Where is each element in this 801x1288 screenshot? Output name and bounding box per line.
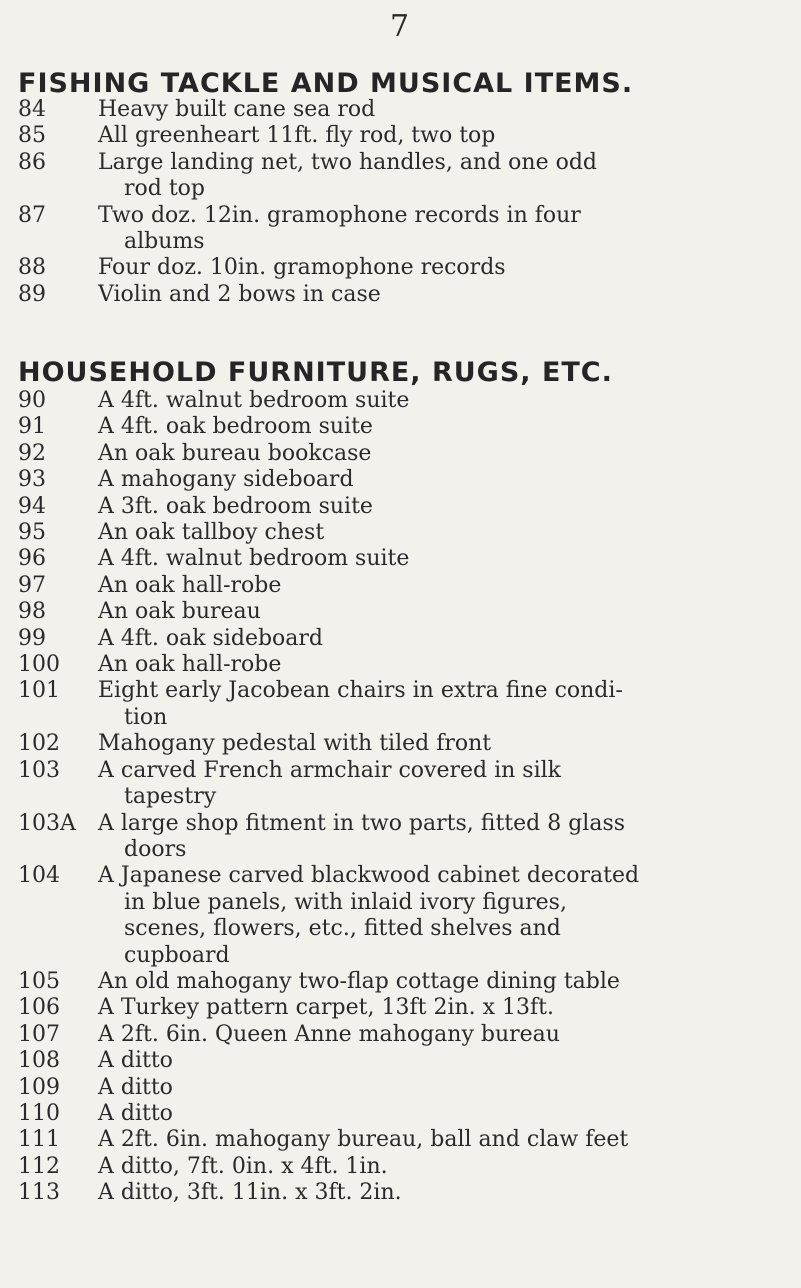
- description-line: Heavy built cane sea rod: [98, 97, 376, 122]
- lot-number: 112: [18, 1153, 60, 1179]
- description-line: An oak bureau bookcase: [98, 440, 372, 466]
- lot-item: [0, 863, 801, 969]
- lot-item: [0, 969, 801, 995]
- lot-item: [0, 203, 801, 256]
- lot-description: [98, 863, 768, 969]
- lot-number: 90: [18, 388, 46, 413]
- lot-item: [0, 123, 801, 149]
- lot-description: [98, 414, 768, 440]
- lot-item: [0, 652, 801, 678]
- lot-number: 96: [18, 546, 46, 572]
- description-line: cupboard: [124, 942, 230, 968]
- lot-number: 84: [18, 97, 46, 122]
- lot-description: [98, 1048, 768, 1074]
- description-line: An oak hall-robe: [98, 572, 282, 598]
- description-line: doors: [124, 836, 187, 862]
- lot-item: [0, 1101, 801, 1127]
- lot-number: 98: [18, 599, 46, 625]
- lot-number: 94: [18, 493, 46, 519]
- description-line: A ditto: [98, 1100, 173, 1126]
- description-line: A 4ft. oak bedroom suite: [98, 414, 373, 440]
- lot-item: [0, 1048, 801, 1074]
- lot-item: [0, 520, 801, 546]
- lot-description: [98, 995, 768, 1021]
- lot-description: [98, 1180, 768, 1206]
- description-line: Violin and 2 bows in case: [98, 281, 381, 307]
- lot-number: 99: [18, 625, 46, 651]
- description-line: A mahogany sideboard: [98, 467, 354, 493]
- lot-item: [0, 599, 801, 625]
- description-line: A 2ft. 6in. Queen Anne mahogany bureau: [98, 1021, 560, 1047]
- lot-item: [0, 811, 801, 864]
- lot-number: 110: [18, 1100, 60, 1126]
- lot-number: 106: [18, 995, 60, 1021]
- lot-number: 93: [18, 467, 46, 493]
- lot-description: [98, 546, 768, 572]
- lot-description: [98, 969, 768, 995]
- lot-description: [98, 97, 768, 123]
- lot-number: 103A: [18, 810, 76, 836]
- lot-number: 105: [18, 968, 60, 994]
- description-line: tapestry: [124, 784, 217, 810]
- lot-number: 111: [18, 1127, 60, 1153]
- lot-description: [98, 678, 768, 731]
- section-heading-furniture: HOUSEHOLD FURNITURE, RUGS, ETC.: [18, 357, 613, 388]
- lot-description: [98, 150, 768, 203]
- description-line: A ditto, 3ft. 11in. x 3ft. 2in.: [98, 1180, 402, 1206]
- lot-number: 88: [18, 255, 46, 281]
- description-line: rod top: [124, 176, 206, 202]
- description-line: An oak hall-robe: [98, 652, 282, 678]
- lot-number: 108: [18, 1048, 60, 1074]
- description-line: A large shop fitment in two parts, fitted 8 glass: [98, 810, 626, 836]
- lot-item: [0, 150, 801, 203]
- description-line: A Japanese carved blackwood cabinet decorated: [98, 863, 640, 889]
- lot-number: 103: [18, 757, 60, 783]
- lot-item: [0, 678, 801, 731]
- lot-description: [98, 599, 768, 625]
- lot-description: [98, 652, 768, 678]
- lot-description: [98, 573, 768, 599]
- description-line: An old mahogany two-flap cottage dining table: [98, 968, 620, 994]
- lot-number: 113: [18, 1180, 60, 1206]
- description-line: An oak tallboy chest: [98, 520, 325, 546]
- lot-item: [0, 1075, 801, 1101]
- lot-item: [0, 414, 801, 440]
- description-line: A ditto: [98, 1074, 173, 1100]
- lot-item: [0, 441, 801, 467]
- lot-description: [98, 520, 768, 546]
- lot-item: [0, 758, 801, 811]
- lot-number: 91: [18, 414, 46, 440]
- lot-number: 107: [18, 1021, 60, 1047]
- lot-item: [0, 995, 801, 1021]
- lot-description: [98, 388, 768, 414]
- lot-item: [0, 388, 801, 414]
- lot-description: [98, 494, 768, 520]
- lot-description: [98, 1127, 768, 1153]
- lot-description: [98, 626, 768, 652]
- lot-description: [98, 255, 768, 281]
- lot-number: 100: [18, 652, 60, 678]
- description-line: Mahogany pedestal with tiled front: [98, 731, 492, 757]
- lot-number: 104: [18, 863, 60, 889]
- lot-item: [0, 1127, 801, 1153]
- lot-number: 87: [18, 202, 46, 228]
- lot-number: 97: [18, 572, 46, 598]
- lot-number: 86: [18, 149, 46, 175]
- lot-item: [0, 282, 801, 308]
- lot-number: 95: [18, 520, 46, 546]
- description-line: Eight early Jacobean chairs in extra fine condi-: [98, 678, 623, 704]
- description-line: A 3ft. oak bedroom suite: [98, 493, 373, 519]
- lot-description: [98, 811, 768, 864]
- description-line: A ditto: [98, 1048, 173, 1074]
- description-line: An oak bureau: [98, 599, 261, 625]
- lot-description: [98, 282, 768, 308]
- section-heading-fishing: FISHING TACKLE AND MUSICAL ITEMS.: [18, 68, 634, 99]
- description-line: Two doz. 12in. gramophone records in four: [98, 202, 581, 228]
- lot-item: [0, 573, 801, 599]
- description-line: tion: [124, 704, 168, 730]
- description-line: All greenheart 11ft. fly rod, two top: [98, 123, 496, 149]
- lot-item: [0, 494, 801, 520]
- description-line: Four doz. 10in. gramophone records: [98, 255, 506, 281]
- lot-description: [98, 1154, 768, 1180]
- description-line: scenes, flowers, etc., fitted shelves and: [124, 916, 561, 942]
- lot-item: [0, 731, 801, 757]
- lot-description: [98, 758, 768, 811]
- lot-description: [98, 467, 768, 493]
- lot-item: [0, 97, 801, 123]
- description-line: A 4ft. oak sideboard: [98, 625, 324, 651]
- description-line: Large landing net, two handles, and one odd: [98, 149, 598, 175]
- lot-item: [0, 546, 801, 572]
- description-line: in blue panels, with inlaid ivory figures,: [124, 889, 567, 915]
- lot-list-furniture: [0, 388, 801, 1207]
- description-line: albums: [124, 229, 205, 255]
- lot-description: [98, 441, 768, 467]
- description-line: A 4ft. walnut bedroom suite: [98, 388, 410, 413]
- lot-item: [0, 467, 801, 493]
- lot-item: [0, 1022, 801, 1048]
- lot-number: 102: [18, 731, 60, 757]
- lot-item: [0, 1154, 801, 1180]
- description-line: A carved French armchair covered in silk: [98, 757, 561, 783]
- lot-item: [0, 255, 801, 281]
- lot-description: [98, 1101, 768, 1127]
- lot-description: [98, 731, 768, 757]
- lot-number: 109: [18, 1074, 60, 1100]
- page-number: 7: [390, 9, 410, 44]
- lot-description: [98, 203, 768, 256]
- description-line: A Turkey pattern carpet, 13ft 2in. x 13ft.: [98, 995, 555, 1021]
- lot-item: [0, 626, 801, 652]
- description-line: A ditto, 7ft. 0in. x 4ft. 1in.: [98, 1153, 388, 1179]
- lot-number: 92: [18, 440, 46, 466]
- lot-number: 101: [18, 678, 60, 704]
- lot-description: [98, 1022, 768, 1048]
- lot-description: [98, 123, 768, 149]
- lot-description: [98, 1075, 768, 1101]
- lot-list-fishing: [0, 97, 801, 308]
- lot-number: 89: [18, 281, 46, 307]
- lot-number: 85: [18, 123, 46, 149]
- description-line: A 2ft. 6in. mahogany bureau, ball and claw feet: [98, 1127, 629, 1153]
- description-line: A 4ft. walnut bedroom suite: [98, 546, 410, 572]
- lot-item: [0, 1180, 801, 1206]
